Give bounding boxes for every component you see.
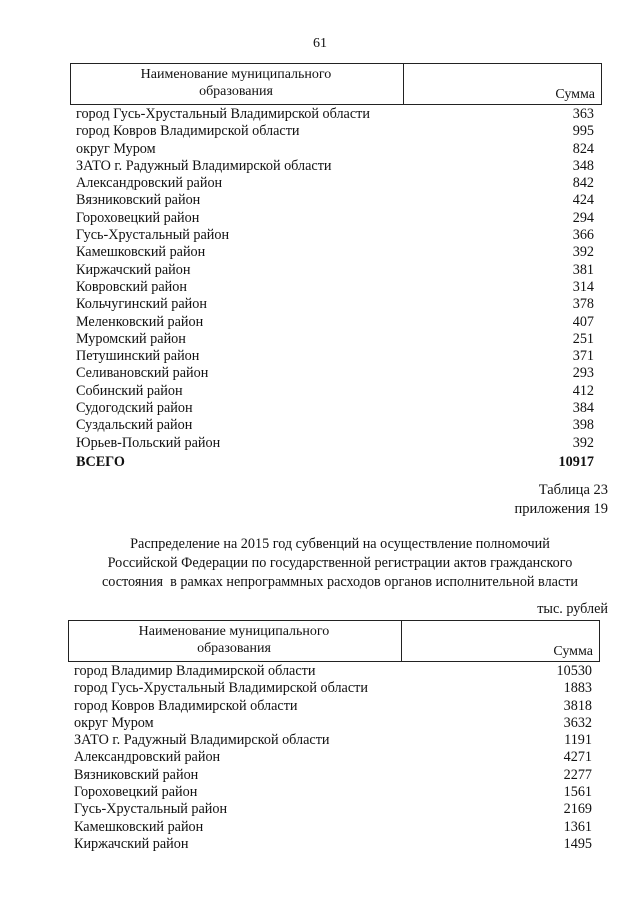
row-name: округ Муром bbox=[76, 140, 156, 157]
table-row bbox=[68, 749, 600, 766]
row-sum: 1495 bbox=[563, 835, 592, 852]
row-sum: 3818 bbox=[563, 697, 592, 714]
row-sum: 392 bbox=[572, 244, 594, 261]
page-number: 61 bbox=[313, 36, 327, 51]
row-name: Киржачский район bbox=[76, 261, 191, 278]
header-name-line2: образования bbox=[199, 84, 273, 99]
row-name: город Ковров Владимирской области bbox=[76, 123, 300, 140]
row-name: Собинский район bbox=[76, 382, 183, 399]
total-label: ВСЕГО bbox=[76, 453, 125, 470]
table-row bbox=[70, 279, 602, 296]
table-row bbox=[68, 732, 600, 749]
row-sum: 293 bbox=[572, 365, 594, 382]
table-header bbox=[70, 63, 602, 105]
row-name: Киржачский район bbox=[74, 835, 189, 852]
row-sum: 1361 bbox=[563, 818, 592, 835]
row-sum: 294 bbox=[572, 209, 594, 226]
table-row bbox=[70, 435, 602, 452]
row-name: ЗАТО г. Радужный Владимирской области bbox=[76, 157, 332, 174]
row-sum: 10530 bbox=[556, 663, 592, 679]
row-sum: 412 bbox=[572, 382, 594, 399]
row-sum: 842 bbox=[572, 175, 594, 192]
row-name: Юрьев-Польский район bbox=[76, 434, 221, 451]
table-row bbox=[70, 383, 602, 400]
row-name: Камешковский район bbox=[76, 244, 206, 261]
row-name: город Гусь-Хрустальный Владимирской области bbox=[74, 680, 368, 697]
subsidy-table-2 bbox=[68, 620, 600, 853]
row-name: Камешковский район bbox=[74, 818, 204, 835]
heading-line2: Российской Федерации по государственной регистрации актов гражданского bbox=[107, 555, 573, 571]
row-sum: 3632 bbox=[563, 714, 592, 731]
table-row bbox=[70, 210, 602, 227]
row-name: Меленковский район bbox=[76, 313, 204, 330]
table-row bbox=[68, 663, 600, 680]
table-row bbox=[70, 314, 602, 331]
table-row bbox=[70, 262, 602, 279]
row-sum: 398 bbox=[572, 417, 594, 434]
table-row bbox=[68, 698, 600, 715]
row-sum: 4271 bbox=[563, 749, 592, 766]
table-row bbox=[68, 767, 600, 784]
table-body bbox=[68, 663, 600, 853]
units-label: тыс. рублей bbox=[537, 601, 608, 617]
row-name: Гусь-Хрустальный район bbox=[76, 227, 230, 244]
total-row bbox=[70, 454, 602, 471]
row-name: Александровский район bbox=[76, 175, 223, 192]
row-name: Петушинский район bbox=[76, 348, 200, 365]
row-sum: 251 bbox=[572, 330, 594, 347]
table-header bbox=[68, 620, 600, 662]
row-sum: 824 bbox=[572, 140, 594, 157]
row-name: Селивановский район bbox=[76, 365, 209, 382]
header-name-line1: Наименование муниципального bbox=[140, 67, 332, 82]
row-sum: 314 bbox=[572, 278, 594, 295]
table-number: Таблица 23 bbox=[538, 482, 608, 498]
section-heading bbox=[70, 535, 610, 592]
table-row bbox=[68, 836, 600, 853]
table-row bbox=[70, 141, 602, 158]
row-sum: 366 bbox=[572, 227, 594, 244]
table-row bbox=[70, 192, 602, 209]
header-name-line1: Наименование муниципального bbox=[138, 624, 330, 639]
row-sum: 2277 bbox=[563, 766, 592, 783]
row-name: Судогодский район bbox=[76, 400, 193, 417]
column-header-name bbox=[71, 66, 401, 100]
row-sum: 1883 bbox=[563, 680, 592, 697]
row-name: город Владимир Владимирской области bbox=[74, 663, 316, 679]
table-row bbox=[70, 158, 602, 175]
row-name: Гусь-Хрустальный район bbox=[74, 801, 228, 818]
table-row bbox=[70, 227, 602, 244]
row-sum: 378 bbox=[572, 296, 594, 313]
row-sum: 407 bbox=[572, 313, 594, 330]
table-row bbox=[70, 296, 602, 313]
column-header-sum: Сумма bbox=[553, 644, 593, 659]
table-row bbox=[68, 819, 600, 836]
table-row bbox=[70, 348, 602, 365]
table-row bbox=[70, 106, 602, 123]
appendix-number: приложения 19 bbox=[514, 501, 608, 517]
row-sum: 384 bbox=[572, 400, 594, 417]
column-divider bbox=[401, 621, 402, 661]
table-row bbox=[70, 244, 602, 261]
row-sum: 1561 bbox=[563, 784, 592, 801]
row-sum: 348 bbox=[572, 157, 594, 174]
table-body bbox=[70, 106, 602, 452]
table-row bbox=[70, 365, 602, 382]
subsidy-table-1 bbox=[70, 63, 602, 471]
row-name: город Ковров Владимирской области bbox=[74, 697, 298, 714]
heading-line3: состояния в рамках непрограммных расходов органов исполнительной власти bbox=[101, 574, 579, 590]
table-row bbox=[70, 417, 602, 434]
row-sum: 424 bbox=[572, 192, 594, 209]
row-sum: 381 bbox=[572, 261, 594, 278]
row-name: город Гусь-Хрустальный Владимирской области bbox=[76, 106, 370, 122]
row-sum: 2169 bbox=[563, 801, 592, 818]
table-row bbox=[70, 123, 602, 140]
table-row bbox=[70, 400, 602, 417]
row-name: Гороховецкий район bbox=[76, 209, 200, 226]
row-name: Ковровский район bbox=[76, 278, 187, 295]
header-name-line2: образования bbox=[197, 641, 271, 656]
table-row bbox=[68, 784, 600, 801]
table-row bbox=[70, 175, 602, 192]
row-sum: 371 bbox=[572, 348, 594, 365]
column-header-sum: Сумма bbox=[555, 87, 595, 102]
table-row bbox=[70, 331, 602, 348]
column-divider bbox=[403, 64, 404, 104]
row-name: ЗАТО г. Радужный Владимирской области bbox=[74, 732, 330, 749]
row-name: Вязниковский район bbox=[76, 192, 201, 209]
row-sum: 363 bbox=[572, 106, 594, 122]
column-header-name bbox=[69, 623, 399, 657]
table-row bbox=[68, 680, 600, 697]
row-name: округ Муром bbox=[74, 714, 154, 731]
row-name: Александровский район bbox=[74, 749, 221, 766]
total-sum: 10917 bbox=[558, 453, 594, 470]
table-caption bbox=[515, 481, 608, 519]
row-sum: 1191 bbox=[564, 732, 592, 749]
row-name: Суздальский район bbox=[76, 417, 193, 434]
table-row bbox=[68, 801, 600, 818]
table-row bbox=[68, 715, 600, 732]
row-name: Кольчугинский район bbox=[76, 296, 207, 313]
row-name: Муромский район bbox=[76, 330, 186, 347]
row-name: Вязниковский район bbox=[74, 766, 199, 783]
row-sum: 392 bbox=[572, 434, 594, 451]
heading-line1: Распределение на 2015 год субвенций на осуществление полномочий bbox=[130, 536, 550, 552]
row-sum: 995 bbox=[572, 123, 594, 140]
row-name: Гороховецкий район bbox=[74, 784, 198, 801]
